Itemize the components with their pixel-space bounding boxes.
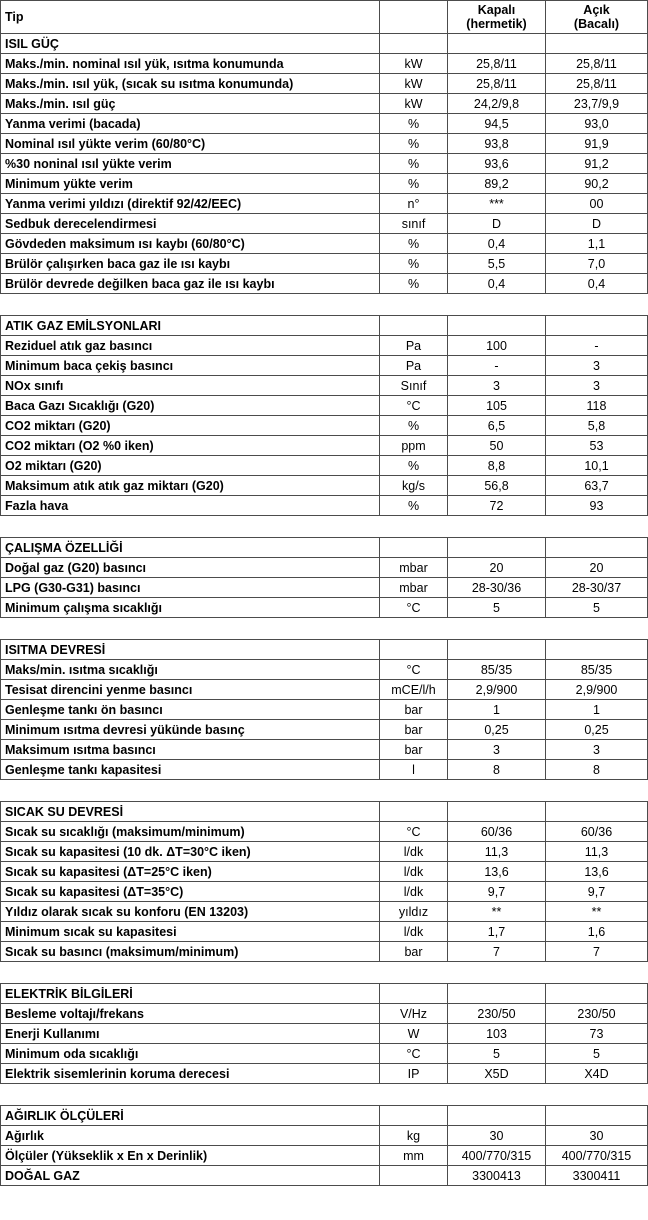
row-value-open: 25,8/11 — [546, 74, 648, 94]
row-label: Minimum sıcak su kapasitesi — [1, 922, 380, 942]
row-value-open: 93 — [546, 496, 648, 516]
row-value-closed: 103 — [448, 1024, 546, 1044]
row-unit: % — [380, 234, 448, 254]
table-row — [1, 902, 648, 922]
row-unit: W — [380, 1024, 448, 1044]
row-value-closed: 230/50 — [448, 1004, 546, 1024]
row-unit: % — [380, 254, 448, 274]
table-row — [1, 396, 648, 416]
row-value-closed: 11,3 — [448, 842, 546, 862]
row-label: Nominal ısıl yükte verim (60/80°C) — [1, 134, 380, 154]
row-value-open: 00 — [546, 194, 648, 214]
row-value-open: 1,6 — [546, 922, 648, 942]
row-unit: kg/s — [380, 476, 448, 496]
section-title-open-cell — [546, 316, 648, 336]
row-label: Reziduel atık gaz basıncı — [1, 336, 380, 356]
row-unit: mm — [380, 1146, 448, 1166]
section-table-2 — [0, 537, 648, 618]
table-header-row — [1, 1, 648, 34]
table-row — [1, 1024, 648, 1044]
table-row — [1, 842, 648, 862]
section-title-open-cell — [546, 34, 648, 54]
table-row — [1, 94, 648, 114]
row-value-open: 3 — [546, 376, 648, 396]
row-value-open: 91,9 — [546, 134, 648, 154]
row-value-closed: ** — [448, 902, 546, 922]
section-title: AĞIRLIK ÖLÇÜLERİ — [1, 1106, 380, 1126]
row-value-open: 28-30/37 — [546, 578, 648, 598]
table-row — [1, 760, 648, 780]
row-unit: IP — [380, 1064, 448, 1084]
row-unit: % — [380, 416, 448, 436]
row-value-open: 10,1 — [546, 456, 648, 476]
row-unit: l/dk — [380, 922, 448, 942]
row-value-closed: 24,2/9,8 — [448, 94, 546, 114]
row-value-open: ** — [546, 902, 648, 922]
table-row — [1, 1166, 648, 1186]
row-label: Maksimum atık atık gaz miktarı (G20) — [1, 476, 380, 496]
row-unit: °C — [380, 1044, 448, 1064]
row-unit: l/dk — [380, 842, 448, 862]
row-value-closed: 89,2 — [448, 174, 546, 194]
table-row — [1, 1064, 648, 1084]
row-value-open: 60/36 — [546, 822, 648, 842]
row-value-closed: 93,8 — [448, 134, 546, 154]
row-value-closed: 5 — [448, 1044, 546, 1064]
section-title-unit-cell — [380, 1106, 448, 1126]
table-row — [1, 862, 648, 882]
row-label: Maksimum ısıtma basıncı — [1, 740, 380, 760]
row-value-closed: 0,4 — [448, 274, 546, 294]
row-label: Sedbuk derecelendirmesi — [1, 214, 380, 234]
row-value-open: 25,8/11 — [546, 54, 648, 74]
table-row — [1, 822, 648, 842]
table-row — [1, 456, 648, 476]
row-unit: kg — [380, 1126, 448, 1146]
row-label: Baca Gazı Sıcaklığı (G20) — [1, 396, 380, 416]
row-value-open: 5 — [546, 598, 648, 618]
row-label: Besleme voltajı/frekans — [1, 1004, 380, 1024]
row-value-open: 400/770/315 — [546, 1146, 648, 1166]
row-value-open: 1,1 — [546, 234, 648, 254]
section-title: ISITMA DEVRESİ — [1, 640, 380, 660]
table-row — [1, 476, 648, 496]
row-label: Yıldız olarak sıcak su konforu (EN 13203) — [1, 902, 380, 922]
section-title: ELEKTRİK BİLGİLERİ — [1, 984, 380, 1004]
row-label: DOĞAL GAZ — [1, 1166, 380, 1186]
row-unit: bar — [380, 720, 448, 740]
row-label: Sıcak su sıcaklığı (maksimum/minimum) — [1, 822, 380, 842]
row-unit: n° — [380, 194, 448, 214]
row-label: Minimum ısıtma devresi yükünde basınç — [1, 720, 380, 740]
row-unit: kW — [380, 74, 448, 94]
row-value-open: 11,3 — [546, 842, 648, 862]
row-value-closed: 5 — [448, 598, 546, 618]
row-value-open: 230/50 — [546, 1004, 648, 1024]
row-value-closed: 7 — [448, 942, 546, 962]
table-row — [1, 558, 648, 578]
row-unit: % — [380, 114, 448, 134]
table-row — [1, 496, 648, 516]
row-value-closed: 25,8/11 — [448, 54, 546, 74]
row-value-open: 7,0 — [546, 254, 648, 274]
row-value-open: 3300411 — [546, 1166, 648, 1186]
row-label: O2 miktarı (G20) — [1, 456, 380, 476]
row-value-open: X4D — [546, 1064, 648, 1084]
section-title-closed-cell — [448, 316, 546, 336]
row-value-closed: 1,7 — [448, 922, 546, 942]
section-title-open-cell — [546, 1106, 648, 1126]
row-unit: % — [380, 174, 448, 194]
row-value-open: 9,7 — [546, 882, 648, 902]
row-unit: mbar — [380, 578, 448, 598]
row-label: Maks./min. ısıl güç — [1, 94, 380, 114]
row-label: Sıcak su kapasitesi (ΔT=25°C iken) — [1, 862, 380, 882]
section-table-4 — [0, 801, 648, 962]
section-title-row — [1, 316, 648, 336]
row-label: Brülör çalışırken baca gaz ile ısı kaybı — [1, 254, 380, 274]
row-label: Ölçüler (Yükseklik x En x Derinlik) — [1, 1146, 380, 1166]
row-label: Brülör devrede değilken baca gaz ile ısı kaybı — [1, 274, 380, 294]
row-value-open: 0,4 — [546, 274, 648, 294]
row-unit: °C — [380, 822, 448, 842]
table-row — [1, 154, 648, 174]
row-value-open: 3 — [546, 356, 648, 376]
row-unit: l/dk — [380, 862, 448, 882]
section-table-6 — [0, 1105, 648, 1186]
row-unit: mCE/l/h — [380, 680, 448, 700]
section-title-open-cell — [546, 538, 648, 558]
row-value-open: 0,25 — [546, 720, 648, 740]
section-title: ÇALIŞMA ÖZELLİĞİ — [1, 538, 380, 558]
section-title-row — [1, 538, 648, 558]
row-unit: mbar — [380, 558, 448, 578]
section-title-closed-cell — [448, 984, 546, 1004]
table-row — [1, 922, 648, 942]
row-value-open: 118 — [546, 396, 648, 416]
row-unit: °C — [380, 598, 448, 618]
table-row — [1, 376, 648, 396]
row-label: Enerji Kullanımı — [1, 1024, 380, 1044]
row-label: Gövdeden maksimum ısı kaybı (60/80°C) — [1, 234, 380, 254]
column-header-closed — [448, 1, 546, 34]
section-title-unit-cell — [380, 34, 448, 54]
row-label: Sıcak su kapasitesi (10 dk. ΔT=30°C iken) — [1, 842, 380, 862]
row-value-closed: 0,4 — [448, 234, 546, 254]
table-row — [1, 54, 648, 74]
row-label: Maks/min. ısıtma sıcaklığı — [1, 660, 380, 680]
table-row — [1, 356, 648, 376]
section-title-closed-cell — [448, 802, 546, 822]
table-row — [1, 194, 648, 214]
row-value-open: 90,2 — [546, 174, 648, 194]
row-label: Ağırlık — [1, 1126, 380, 1146]
row-unit: % — [380, 154, 448, 174]
row-label: Fazla hava — [1, 496, 380, 516]
row-value-closed: 28-30/36 — [448, 578, 546, 598]
row-label: Yanma verimi (bacada) — [1, 114, 380, 134]
row-unit — [380, 1166, 448, 1186]
row-value-open: 53 — [546, 436, 648, 456]
row-unit: kW — [380, 94, 448, 114]
row-label: Minimum baca çekiş basıncı — [1, 356, 380, 376]
column-header-open — [546, 1, 648, 34]
row-value-open: 5,8 — [546, 416, 648, 436]
row-label: CO2 miktarı (G20) — [1, 416, 380, 436]
row-unit: l — [380, 760, 448, 780]
row-value-closed: 93,6 — [448, 154, 546, 174]
row-value-closed: 20 — [448, 558, 546, 578]
row-value-closed: 400/770/315 — [448, 1146, 546, 1166]
table-row — [1, 1146, 648, 1166]
row-unit: Pa — [380, 336, 448, 356]
row-value-closed: 50 — [448, 436, 546, 456]
row-label: Sıcak su basıncı (maksimum/minimum) — [1, 942, 380, 962]
row-value-open: 93,0 — [546, 114, 648, 134]
row-unit: Sınıf — [380, 376, 448, 396]
table-row — [1, 720, 648, 740]
row-unit: bar — [380, 942, 448, 962]
row-label: Minimum çalışma sıcaklığı — [1, 598, 380, 618]
row-unit: % — [380, 274, 448, 294]
row-value-closed: 56,8 — [448, 476, 546, 496]
section-title-row — [1, 1106, 648, 1126]
table-row — [1, 416, 648, 436]
row-value-closed: 9,7 — [448, 882, 546, 902]
row-value-closed: 0,25 — [448, 720, 546, 740]
section-title-unit-cell — [380, 640, 448, 660]
table-row — [1, 234, 648, 254]
section-title-closed-cell — [448, 640, 546, 660]
row-value-closed: *** — [448, 194, 546, 214]
column-header-unit — [380, 1, 448, 34]
row-unit: V/Hz — [380, 1004, 448, 1024]
row-unit: % — [380, 496, 448, 516]
row-value-closed: 105 — [448, 396, 546, 416]
table-row — [1, 1044, 648, 1064]
section-title-unit-cell — [380, 984, 448, 1004]
row-unit: sınıf — [380, 214, 448, 234]
row-value-open: 30 — [546, 1126, 648, 1146]
row-value-open: - — [546, 336, 648, 356]
row-value-closed: 13,6 — [448, 862, 546, 882]
row-label: Tesisat direncini yenme basıncı — [1, 680, 380, 700]
row-value-closed: 3 — [448, 740, 546, 760]
section-title-row — [1, 802, 648, 822]
row-value-closed: 60/36 — [448, 822, 546, 842]
section-title: SICAK SU DEVRESİ — [1, 802, 380, 822]
table-row — [1, 174, 648, 194]
row-value-closed: 1 — [448, 700, 546, 720]
section-title-row — [1, 34, 648, 54]
row-value-closed: 30 — [448, 1126, 546, 1146]
table-row — [1, 882, 648, 902]
row-label: Minimum oda sıcaklığı — [1, 1044, 380, 1064]
section-title: ISIL GÜÇ — [1, 34, 380, 54]
row-value-open: 63,7 — [546, 476, 648, 496]
section-title-row — [1, 640, 648, 660]
row-value-closed: D — [448, 214, 546, 234]
table-row — [1, 1126, 648, 1146]
section-title-row — [1, 984, 648, 1004]
column-header-tip: Tip — [1, 1, 380, 34]
row-value-open: 73 — [546, 1024, 648, 1044]
table-row — [1, 74, 648, 94]
row-unit: °C — [380, 396, 448, 416]
row-value-open: 20 — [546, 558, 648, 578]
table-row — [1, 700, 648, 720]
row-unit: ppm — [380, 436, 448, 456]
section-title-unit-cell — [380, 316, 448, 336]
row-label: %30 noninal ısıl yükte verim — [1, 154, 380, 174]
row-label: Elektrik sisemlerinin koruma derecesi — [1, 1064, 380, 1084]
row-label: NOx sınıfı — [1, 376, 380, 396]
row-value-closed: 94,5 — [448, 114, 546, 134]
row-value-closed: 3300413 — [448, 1166, 546, 1186]
row-unit: kW — [380, 54, 448, 74]
column-header-closed-line2: (hermetik) — [466, 17, 527, 31]
row-value-open: 7 — [546, 942, 648, 962]
section-table-0 — [0, 0, 648, 294]
table-row — [1, 660, 648, 680]
section-title-open-cell — [546, 640, 648, 660]
row-value-open: 5 — [546, 1044, 648, 1064]
row-value-open: 1 — [546, 700, 648, 720]
table-row — [1, 578, 648, 598]
row-label: CO2 miktarı (O2 %0 iken) — [1, 436, 380, 456]
section-title-open-cell — [546, 984, 648, 1004]
table-row — [1, 942, 648, 962]
table-row — [1, 114, 648, 134]
section-title-open-cell — [546, 802, 648, 822]
row-value-closed: X5D — [448, 1064, 546, 1084]
row-unit: bar — [380, 700, 448, 720]
row-unit: yıldız — [380, 902, 448, 922]
section-title-unit-cell — [380, 802, 448, 822]
row-value-open: 8 — [546, 760, 648, 780]
row-value-closed: 8 — [448, 760, 546, 780]
row-unit: Pa — [380, 356, 448, 376]
table-row — [1, 740, 648, 760]
row-label: LPG (G30-G31) basıncı — [1, 578, 380, 598]
section-table-3 — [0, 639, 648, 780]
section-title-closed-cell — [448, 34, 546, 54]
row-value-open: 13,6 — [546, 862, 648, 882]
column-header-open-line2: (Bacalı) — [573, 17, 620, 31]
table-row — [1, 254, 648, 274]
table-row — [1, 1004, 648, 1024]
row-value-closed: 6,5 — [448, 416, 546, 436]
row-label: Sıcak su kapasitesi (ΔT=35°C) — [1, 882, 380, 902]
table-row — [1, 436, 648, 456]
row-value-closed: 8,8 — [448, 456, 546, 476]
row-label: Genleşme tankı ön basıncı — [1, 700, 380, 720]
row-label: Yanma verimi yıldızı (direktif 92/42/EEC) — [1, 194, 380, 214]
section-table-1 — [0, 315, 648, 516]
table-row — [1, 336, 648, 356]
section-title-unit-cell — [380, 538, 448, 558]
section-title-closed-cell — [448, 538, 546, 558]
row-value-closed: - — [448, 356, 546, 376]
column-header-open-line1: Açık — [583, 3, 610, 17]
table-row — [1, 598, 648, 618]
row-value-open: 2,9/900 — [546, 680, 648, 700]
row-value-closed: 72 — [448, 496, 546, 516]
row-unit: °C — [380, 660, 448, 680]
table-row — [1, 214, 648, 234]
row-value-open: 85/35 — [546, 660, 648, 680]
table-row — [1, 680, 648, 700]
row-unit: bar — [380, 740, 448, 760]
row-value-open: D — [546, 214, 648, 234]
row-unit: l/dk — [380, 882, 448, 902]
table-row — [1, 134, 648, 154]
row-unit: % — [380, 456, 448, 476]
column-header-closed-line1: Kapalı — [477, 3, 516, 17]
row-value-closed: 2,9/900 — [448, 680, 546, 700]
row-value-open: 23,7/9,9 — [546, 94, 648, 114]
row-unit: % — [380, 134, 448, 154]
row-value-closed: 3 — [448, 376, 546, 396]
section-title: ATIK GAZ EMİLSYONLARI — [1, 316, 380, 336]
row-label: Doğal gaz (G20) basıncı — [1, 558, 380, 578]
row-value-open: 91,2 — [546, 154, 648, 174]
row-label: Minimum yükte verim — [1, 174, 380, 194]
row-value-closed: 100 — [448, 336, 546, 356]
row-label: Genleşme tankı kapasitesi — [1, 760, 380, 780]
table-row — [1, 274, 648, 294]
row-label: Maks./min. ısıl yük, (sıcak su ısıtma konumunda) — [1, 74, 380, 94]
row-label: Maks./min. nominal ısıl yük, ısıtma konumunda — [1, 54, 380, 74]
row-value-closed: 5,5 — [448, 254, 546, 274]
row-value-open: 3 — [546, 740, 648, 760]
row-value-closed: 25,8/11 — [448, 74, 546, 94]
section-title-closed-cell — [448, 1106, 546, 1126]
section-table-5 — [0, 983, 648, 1084]
row-value-closed: 85/35 — [448, 660, 546, 680]
